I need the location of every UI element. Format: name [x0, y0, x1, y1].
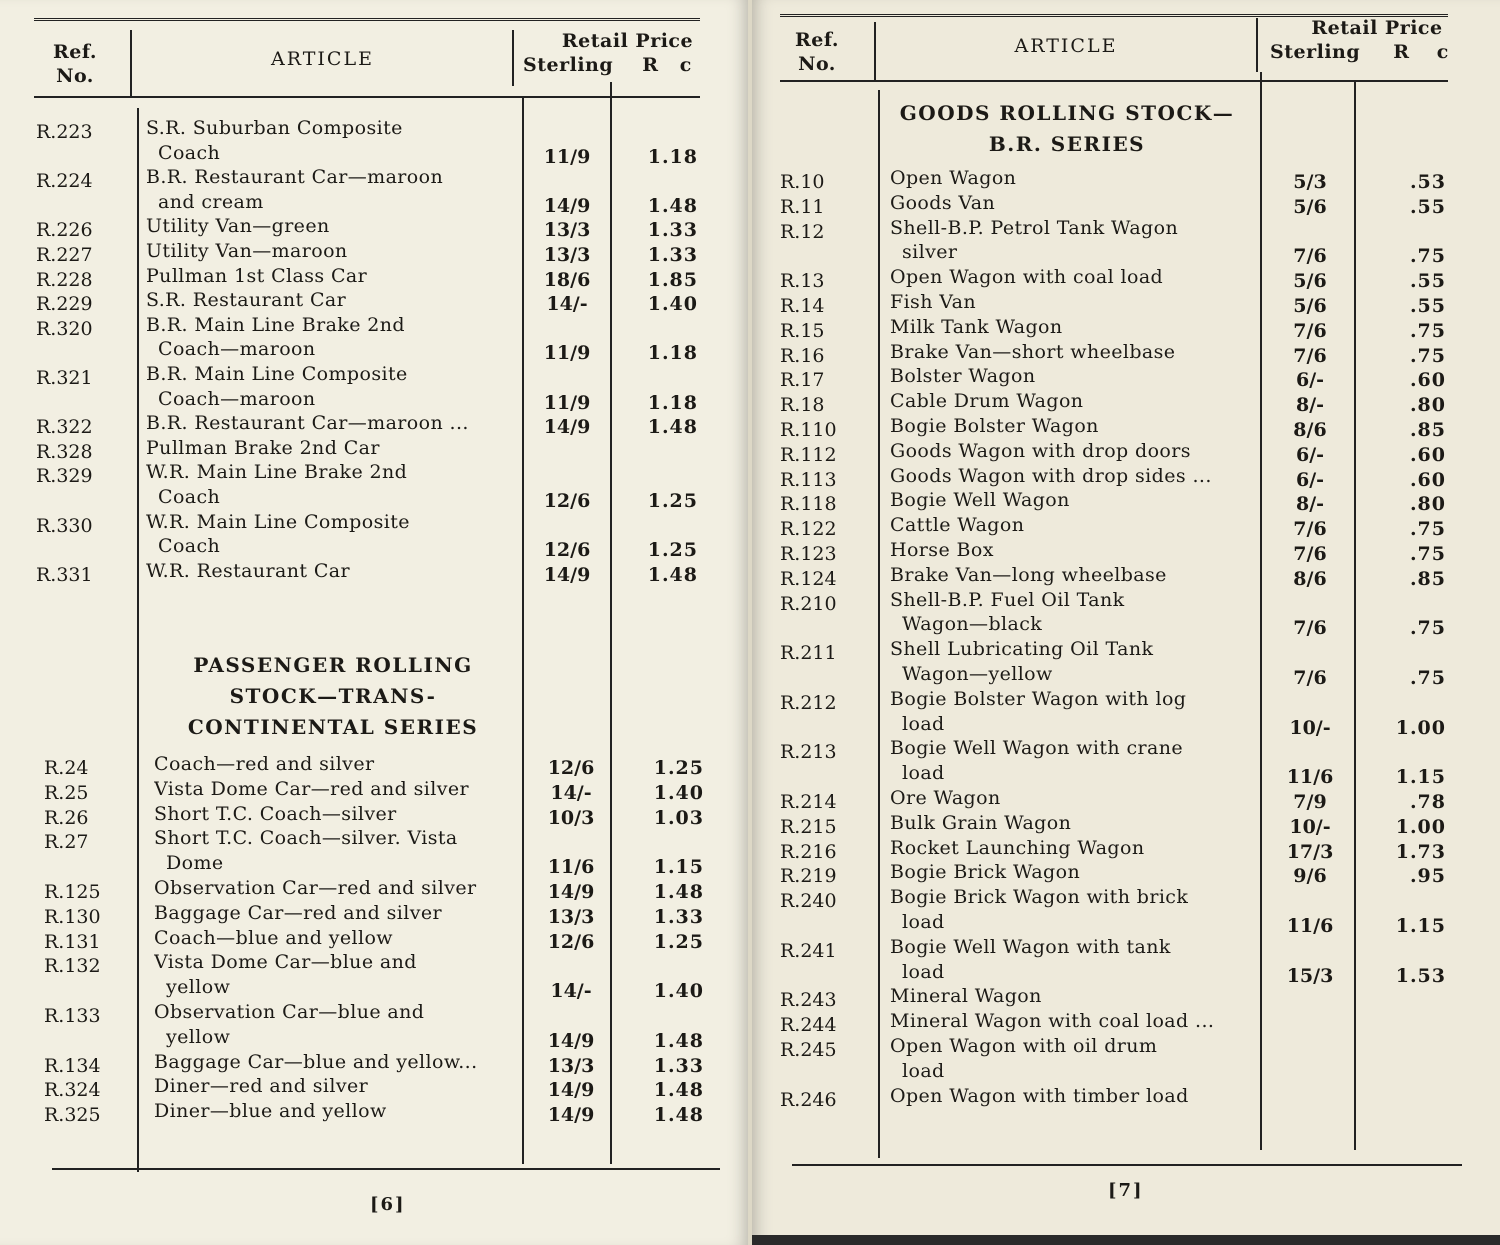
rand-price: 1.00 [1395, 716, 1446, 739]
article-text: Bogie Well Wagon with crane [890, 737, 1184, 760]
article-text: load [902, 1059, 945, 1082]
rand-price: 1.03 [653, 806, 704, 829]
ref-number: R.18 [780, 394, 825, 417]
rand-price: .75 [1409, 518, 1446, 541]
article-text: Short T.C. Coach—silver [154, 802, 397, 825]
ref-number: R.324 [44, 1079, 101, 1102]
rand-price: 1.48 [647, 563, 698, 586]
sterling-price [1270, 988, 1350, 1013]
rand-price: .75 [1409, 319, 1446, 342]
ref-number: R.215 [780, 815, 837, 838]
ref-number: R.123 [780, 543, 837, 565]
rand-price: .60 [1409, 443, 1446, 466]
ref-number: R.26 [44, 806, 89, 829]
sterling-price: 18/6 [543, 268, 591, 291]
rand-price: .75 [1409, 617, 1446, 640]
rand-price: .55 [1409, 295, 1446, 317]
article-text: Dome [166, 852, 224, 875]
rand-price: 1.73 [1395, 840, 1446, 863]
sterling-price: 7/6 [1293, 543, 1327, 565]
ref-number: R.13 [780, 270, 825, 293]
sterling-price: 13/3 [543, 244, 591, 266]
article-text: Coach [158, 485, 221, 508]
ref-number: R.322 [36, 416, 93, 439]
ref-number: R.329 [36, 465, 93, 488]
article-text: B.R. Main Line Brake 2nd [146, 313, 405, 336]
rand-price: 1.48 [653, 881, 704, 903]
article-text: load [902, 762, 945, 785]
article-text: B.R. Main Line Composite [146, 363, 408, 385]
rand-price: 1.18 [647, 342, 698, 365]
sterling-price [1270, 1088, 1350, 1113]
ref-number: R.246 [780, 1088, 837, 1111]
article-text: Shell-B.P. Fuel Oil Tank [890, 588, 1125, 611]
ref-number: R.131 [44, 930, 101, 953]
ref-number: R.227 [36, 244, 93, 266]
article-text: load [902, 910, 945, 933]
ref-number: R.211 [780, 642, 837, 665]
ref-number: R.112 [780, 443, 837, 466]
sterling-price: 14/9 [543, 416, 591, 439]
sterling-price: 5/6 [1293, 195, 1327, 218]
article-text: B.R. Restaurant Car—maroon [146, 166, 444, 189]
rand-price [1358, 988, 1446, 1013]
article-text: Goods Wagon with drop doors [890, 439, 1191, 462]
article-text: yellow [166, 976, 231, 999]
rand-price: 1.48 [647, 416, 698, 439]
rand-price: .60 [1409, 369, 1446, 392]
sterling-price: 14/- [546, 293, 588, 316]
article-text: Bogie Brick Wagon with brick [890, 886, 1189, 909]
article-text: load [902, 960, 945, 983]
ref-number: R.320 [36, 317, 93, 340]
ref-number: R.14 [780, 295, 825, 317]
article-text: silver [902, 241, 958, 264]
article-text: load [902, 712, 945, 735]
article-text: Cable Drum Wagon [890, 390, 1084, 413]
ref-no-header: Ref. No. [795, 29, 839, 75]
article-text: Brake Van—long wheelbase [890, 563, 1167, 586]
article-text: Goods Van [890, 191, 996, 214]
ref-number: R.113 [780, 468, 837, 491]
ref-number: R.214 [780, 791, 837, 813]
rand-price: 1.25 [653, 930, 704, 953]
sterling-price [1270, 1013, 1350, 1038]
rand-price: .80 [1409, 493, 1446, 516]
article-text: S.R. Restaurant Car [146, 289, 347, 312]
rand-price [1358, 1063, 1446, 1088]
sterling-price: 8/- [1295, 394, 1325, 417]
header-divider [130, 30, 132, 96]
article-text: Bogie Well Wagon with tank [890, 935, 1171, 958]
sterling-price: 11/9 [543, 145, 591, 168]
sterling-price: 13/3 [543, 219, 591, 242]
rand-price: 1.40 [653, 980, 704, 1003]
rand-price [612, 440, 698, 465]
left-page [0, 0, 748, 1245]
sterling-price: 11/9 [543, 391, 591, 414]
ref-number: R.130 [44, 905, 101, 928]
article-text: W.R. Main Line Composite [146, 510, 410, 533]
sterling-price: 5/3 [1293, 171, 1327, 193]
header-divider [1256, 18, 1258, 72]
article-text: Milk Tank Wagon [890, 315, 1063, 338]
rand-price [1358, 1088, 1446, 1113]
ref-number: R.16 [780, 344, 825, 367]
rand-price: .75 [1409, 344, 1446, 367]
section-heading-passenger: PASSENGER ROLLING STOCK—TRANS- CONTINENTAL SERIES [187, 653, 479, 739]
ref-number: R.245 [780, 1039, 837, 1061]
article-text: Coach—blue and yellow [154, 926, 393, 949]
article-text: Horse Box [890, 539, 994, 561]
sterling-price: 11/6 [1286, 914, 1334, 937]
rand-price: .95 [1409, 865, 1446, 888]
article-text: Coach [158, 141, 221, 164]
ref-number: R.226 [36, 219, 93, 242]
article-text: Shell-B.P. Petrol Tank Wagon [890, 216, 1179, 239]
rand-price: .75 [1409, 245, 1446, 268]
article-text: Pullman Brake 2nd Car [146, 436, 380, 459]
article-text: Brake Van—short wheelbase [890, 340, 1176, 363]
rand-price: 1.48 [653, 1104, 704, 1127]
rand-price: 1.00 [1395, 815, 1446, 838]
ref-number: R.325 [44, 1104, 101, 1127]
rand-price: 1.48 [653, 1079, 704, 1102]
rand-price: 1.48 [653, 1029, 704, 1052]
sterling-price: 7/6 [1293, 344, 1327, 367]
ref-number: R.210 [780, 592, 837, 615]
rand-price: 1.25 [647, 539, 698, 562]
sterling-price: 13/3 [547, 1054, 595, 1077]
article-text: Utility Van—maroon [146, 240, 348, 262]
article-text: Observation Car—blue and [154, 1001, 425, 1023]
article-text: Diner—blue and yellow [154, 1100, 387, 1123]
rand-price: 1.40 [653, 781, 704, 804]
sterling-price: 12/6 [547, 930, 595, 953]
ref-number: R.244 [780, 1014, 837, 1037]
article-text: Coach—maroon [158, 338, 316, 361]
sterling-price: 6/- [1295, 443, 1325, 466]
ref-number: R.228 [36, 268, 93, 291]
ref-number: R.15 [780, 319, 825, 342]
article-text: Bolster Wagon [890, 365, 1036, 388]
ref-number: R.331 [36, 563, 93, 586]
ref-number: R.328 [36, 440, 93, 463]
article-text: Ore Wagon [890, 787, 1001, 809]
sterling-price: 7/6 [1293, 666, 1327, 689]
rand-price: 1.25 [647, 489, 698, 512]
rand-price: .85 [1409, 419, 1446, 441]
ref-number: R.24 [44, 757, 89, 779]
rand-price: .55 [1409, 270, 1446, 293]
article-header: ARTICLE [1014, 35, 1118, 57]
sterling-price: 5/6 [1293, 270, 1327, 293]
sterling-price [1270, 1063, 1350, 1088]
article-text: Fish Van [890, 291, 977, 313]
page-number: [6] [370, 1194, 406, 1215]
ref-number: R.125 [44, 881, 101, 903]
article-text: Vista Dome Car—red and silver [154, 777, 469, 800]
sterling-price: 10/- [1289, 815, 1331, 838]
ref-number: R.134 [44, 1054, 101, 1077]
rand-price: 1.33 [647, 244, 698, 266]
ref-number: R.321 [36, 367, 93, 389]
ref-number: R.10 [780, 171, 825, 193]
rand-price: 1.18 [647, 145, 698, 168]
ref-number: R.133 [44, 1005, 101, 1027]
sterling-price: 12/6 [543, 489, 591, 512]
rand-price: 1.15 [653, 856, 704, 879]
sterling-price: 8/6 [1293, 567, 1327, 590]
sterling-price: 14/9 [547, 1104, 595, 1127]
rand-price: .75 [1409, 666, 1446, 689]
sterling-price: 7/9 [1293, 791, 1327, 813]
sterling-price: 12/6 [543, 539, 591, 562]
ref-number: R.223 [36, 121, 93, 143]
article-text: Coach—maroon [158, 387, 316, 410]
sterling-price: 14/9 [547, 1079, 595, 1102]
article-text: Pullman 1st Class Car [146, 264, 368, 287]
ref-number: R.213 [780, 741, 837, 764]
article-text: yellow [166, 1025, 231, 1048]
sterling-price: 9/6 [1293, 865, 1327, 888]
rand-price: .85 [1409, 567, 1446, 590]
ref-number: R.118 [780, 493, 837, 516]
article-text: Utility Van—green [146, 215, 330, 238]
article-text: Bogie Bolster Wagon [890, 415, 1099, 437]
rand-price: .80 [1409, 394, 1446, 417]
rand-price: 1.18 [647, 391, 698, 414]
rand-price: 1.25 [653, 757, 704, 779]
article-text: Open Wagon with timber load [890, 1084, 1189, 1107]
article-text: Open Wagon with oil drum [890, 1035, 1158, 1057]
footer-rule [792, 1164, 1462, 1166]
header-divider [874, 22, 876, 80]
sterling-price: 8/6 [1293, 419, 1327, 441]
ref-number: R.11 [780, 195, 825, 218]
article-text: Open Wagon with coal load [890, 266, 1164, 289]
header-divider [512, 30, 514, 86]
article-text: Wagon—black [902, 613, 1043, 636]
article-text: W.R. Main Line Brake 2nd [146, 461, 408, 484]
ref-number: R.110 [780, 419, 837, 441]
sterling-price: 14/- [550, 781, 592, 804]
section-heading-goods: GOODS ROLLING STOCK— B.R. SERIES [899, 101, 1235, 156]
ref-number: R.219 [780, 865, 837, 888]
article-text: W.R. Restaurant Car [146, 559, 351, 582]
ref-number: R.17 [780, 369, 825, 392]
rand-price: .78 [1409, 791, 1446, 813]
article-text: Diner—red and silver [154, 1075, 369, 1098]
rand-price: 1.33 [653, 905, 704, 928]
ref-number: R.212 [780, 691, 837, 714]
ref-number: R.229 [36, 293, 93, 316]
ref-number: R.241 [780, 939, 837, 962]
sterling-price: 6/- [1295, 369, 1325, 392]
rand-price: 1.15 [1395, 766, 1446, 789]
ref-number: R.27 [44, 831, 89, 854]
sterling-price [528, 440, 606, 465]
article-text: Baggage Car—blue and yellow... [154, 1050, 478, 1073]
sterling-price: 11/9 [543, 342, 591, 365]
article-text: Coach [158, 535, 221, 558]
sterling-price: 11/6 [547, 856, 595, 879]
article-text: S.R. Suburban Composite [146, 117, 403, 139]
article-text: Mineral Wagon with coal load ... [890, 1010, 1215, 1033]
ref-number: R.330 [36, 514, 93, 537]
header-bottom-rule [780, 80, 1448, 82]
rand-price: .60 [1409, 468, 1446, 491]
sterling-price: 7/6 [1293, 518, 1327, 541]
article-text: Rocket Launching Wagon [890, 836, 1145, 859]
header-bottom-rule [34, 96, 700, 98]
sterling-price: 13/3 [547, 905, 595, 928]
rand-price: .53 [1409, 171, 1446, 193]
article-text: Shell Lubricating Oil Tank [890, 638, 1154, 661]
rand-price: 1.48 [647, 194, 698, 217]
right-page [752, 0, 1500, 1245]
sterling-price: 14/9 [543, 563, 591, 586]
article-text: Bulk Grain Wagon [890, 811, 1072, 834]
rand-price [1358, 1013, 1446, 1038]
article-text: Wagon—yellow [902, 662, 1053, 685]
article-text: Baggage Car—red and silver [154, 901, 442, 924]
article-text: Open Wagon [890, 167, 1017, 189]
sterling-price: 10/- [1289, 716, 1331, 739]
sterling-price: 5/6 [1293, 295, 1327, 317]
sterling-price: 10/3 [547, 806, 595, 829]
ref-number: R.132 [44, 955, 101, 978]
sterling-price: 14/- [550, 980, 592, 1003]
retail-price-header: Retail Price Sterling R c [523, 30, 694, 76]
page-number: [7] [1108, 1180, 1144, 1201]
article-text: Goods Wagon with drop sides ... [890, 464, 1212, 487]
article-text: Mineral Wagon [890, 985, 1042, 1008]
ref-number: R.216 [780, 840, 837, 863]
article-text: Short T.C. Coach—silver. Vista [154, 827, 458, 850]
sterling-price: 12/6 [547, 757, 595, 779]
article-text: and cream [158, 190, 264, 213]
sterling-price: 11/6 [1286, 766, 1334, 789]
rand-price: .55 [1409, 195, 1446, 218]
sterling-price: 14/9 [547, 881, 595, 903]
rand-price: 1.33 [653, 1054, 704, 1077]
rand-price: 1.33 [647, 219, 698, 242]
article-text: Coach—red and silver [154, 753, 375, 775]
article-text: Bogie Well Wagon [890, 489, 1070, 512]
ref-number: R.122 [780, 518, 837, 541]
sterling-price: 7/6 [1293, 319, 1327, 342]
retail-price-header: Retail Price Sterling R c [1270, 17, 1449, 63]
rand-price: .75 [1409, 543, 1446, 565]
sterling-price: 17/3 [1286, 840, 1334, 863]
article-text: B.R. Restaurant Car—maroon ... [146, 412, 469, 435]
rand-price: 1.40 [647, 293, 698, 316]
article-text: Cattle Wagon [890, 514, 1025, 537]
article-text: Bogie Brick Wagon [890, 861, 1081, 884]
sterling-price: 14/9 [543, 194, 591, 217]
ref-number: R.224 [36, 170, 93, 193]
ref-number: R.12 [780, 220, 825, 243]
article-text: Vista Dome Car—blue and [154, 951, 417, 974]
article-text: Observation Car—red and silver [154, 877, 477, 899]
rand-price: 1.85 [647, 268, 698, 291]
sterling-price: 7/6 [1293, 617, 1327, 640]
article-text: Bogie Bolster Wagon with log [890, 687, 1187, 710]
sterling-price: 7/6 [1293, 245, 1327, 268]
sterling-price: 8/- [1295, 493, 1325, 516]
sterling-price: 14/9 [547, 1029, 595, 1052]
footer-rule [52, 1168, 720, 1170]
ref-number: R.243 [780, 989, 837, 1012]
rand-price: 1.53 [1395, 964, 1446, 987]
sterling-price: 15/3 [1286, 964, 1334, 987]
page-edge [752, 1235, 1500, 1245]
ref-number: R.240 [780, 890, 837, 913]
ref-number: R.25 [44, 781, 89, 804]
ref-number: R.124 [780, 567, 837, 590]
article-header: ARTICLE [271, 48, 374, 70]
sterling-price: 6/- [1295, 468, 1325, 491]
header-top-rule [34, 18, 700, 21]
ref-no-header: Ref. No. [53, 41, 97, 87]
rand-price: 1.15 [1395, 914, 1446, 937]
